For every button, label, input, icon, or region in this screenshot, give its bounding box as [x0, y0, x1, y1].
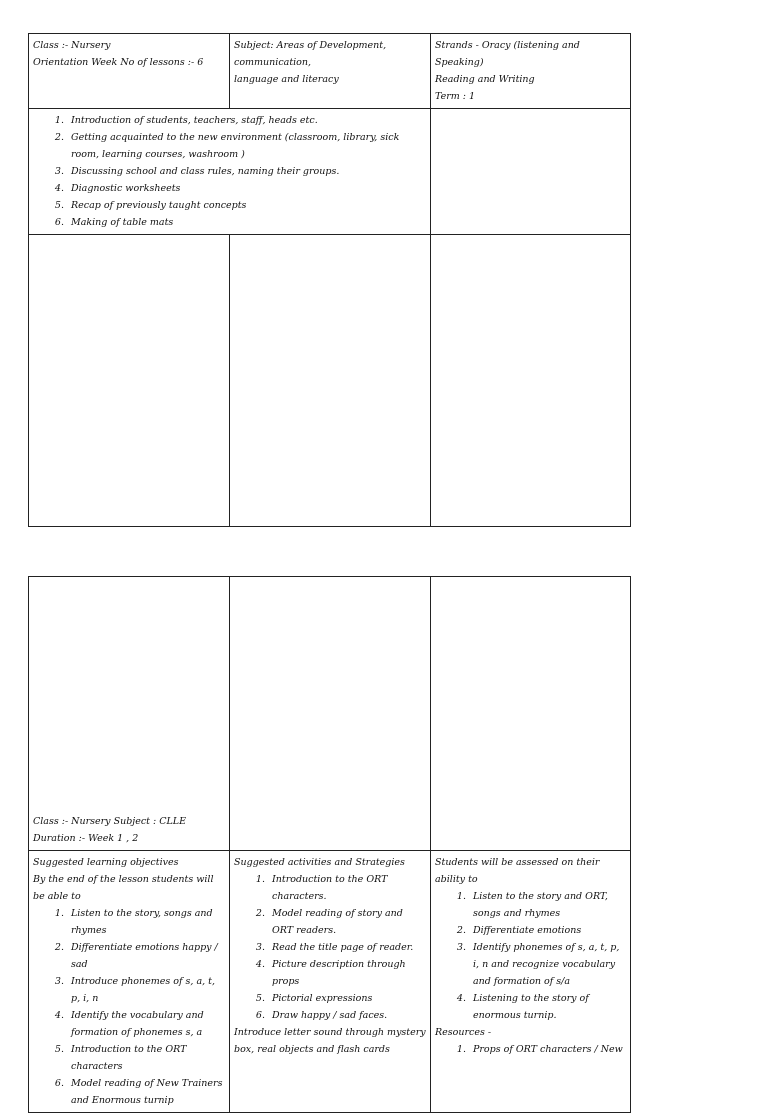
orientation-cell	[29, 109, 431, 235]
lesson-plan-table-2	[28, 576, 631, 1113]
list-item: 3. Read the title page of reader.	[268, 939, 426, 956]
list-item: 1. Props of ORT characters / New	[469, 1041, 626, 1058]
content-row	[29, 851, 631, 1113]
list-item: 1. Listen to the story and ORT, songs and rhymes	[469, 888, 626, 922]
subject-label: Subject: Areas of Development, communication,	[234, 40, 387, 68]
empty-cell	[230, 577, 431, 851]
list-item: 6. Draw happy / sad faces.	[268, 1007, 426, 1024]
activities-list	[234, 871, 426, 1024]
orientation-row	[29, 109, 631, 235]
assessment-list	[435, 888, 626, 1024]
empty-cell	[431, 109, 631, 235]
class-subject-label: Class :- Nursery Subject : CLLE	[33, 816, 187, 827]
activities-title: Suggested activities and Strategies	[234, 857, 405, 868]
empty-cell	[431, 235, 631, 527]
empty-cell	[230, 235, 431, 527]
strands-cell	[431, 34, 631, 109]
header-row	[29, 34, 631, 109]
strands-label-cont: Reading and Writing	[435, 74, 535, 85]
empty-cell	[29, 235, 230, 527]
list-item: 1. Listen to the story, songs and rhymes	[67, 905, 225, 939]
lessons-label: Orientation Week No of lessons :- 6	[33, 57, 204, 68]
list-item: 5. Introduction to the ORT characters	[67, 1041, 225, 1075]
list-item: 2. Differentiate emotions	[469, 922, 626, 939]
objectives-title: Suggested learning objectives	[33, 857, 179, 868]
activities-extra: Introduce letter sound through mystery box, real objects and flash cards	[234, 1027, 426, 1055]
class-info-row	[29, 577, 631, 851]
list-item: 5. Pictorial expressions	[268, 990, 426, 1007]
strands-label: Strands - Oracy (listening and Speaking)	[435, 40, 580, 68]
duration-label: Duration :- Week 1 , 2	[33, 833, 139, 844]
list-item: 2. Differentiate emotions happy / sad	[67, 939, 225, 973]
subject-cell	[230, 34, 431, 109]
lesson-plan-table-1	[28, 33, 631, 527]
empty-row	[29, 235, 631, 527]
subject-label-cont: language and literacy	[234, 74, 339, 85]
list-item: 4. Picture description through props	[268, 956, 426, 990]
list-item: 3. Introduce phonemes of s, a, t, p, i, n	[67, 973, 225, 1007]
list-item: 3. Discussing school and class rules, naming their groups.	[67, 163, 426, 180]
class-cell	[29, 34, 230, 109]
objectives-cell	[29, 851, 230, 1113]
resources-label: Resources -	[435, 1027, 492, 1038]
class-label: Class :- Nursery	[33, 40, 111, 51]
class-info-cell	[29, 577, 230, 851]
list-item: 4. Identify the vocabulary and formation of phonemes s, a	[67, 1007, 225, 1041]
list-item: 3. Identify phonemes of s, a, t, p, i, n and recognize vocabulary and formation of s/a	[469, 939, 626, 990]
term-label: Term : 1	[435, 91, 476, 102]
list-item: 6. Model reading of New Trainers and Enormous turnip	[67, 1075, 225, 1109]
list-item: 6. Making of table mats	[67, 214, 426, 231]
list-item: 4. Listening to the story of enormous turnip.	[469, 990, 626, 1024]
objectives-list	[33, 905, 225, 1109]
orientation-list	[33, 112, 426, 231]
assessment-cell	[431, 851, 631, 1113]
objectives-intro: By the end of the lesson students will be able to	[33, 874, 214, 902]
list-item: 5. Recap of previously taught concepts	[67, 197, 426, 214]
resources-list	[435, 1041, 626, 1058]
list-item: 2. Model reading of story and ORT readers.	[268, 905, 426, 939]
assessment-title: Students will be assessed on their ability to	[435, 857, 600, 885]
list-item: 1. Introduction of students, teachers, staff, heads etc.	[67, 112, 426, 129]
list-item: 1. Introduction to the ORT characters.	[268, 871, 426, 905]
list-item: 2. Getting acquainted to the new environment (classroom, library, sick room, learning courses, washroom )	[67, 129, 426, 163]
empty-cell	[431, 577, 631, 851]
activities-cell	[230, 851, 431, 1113]
list-item: 4. Diagnostic worksheets	[67, 180, 426, 197]
